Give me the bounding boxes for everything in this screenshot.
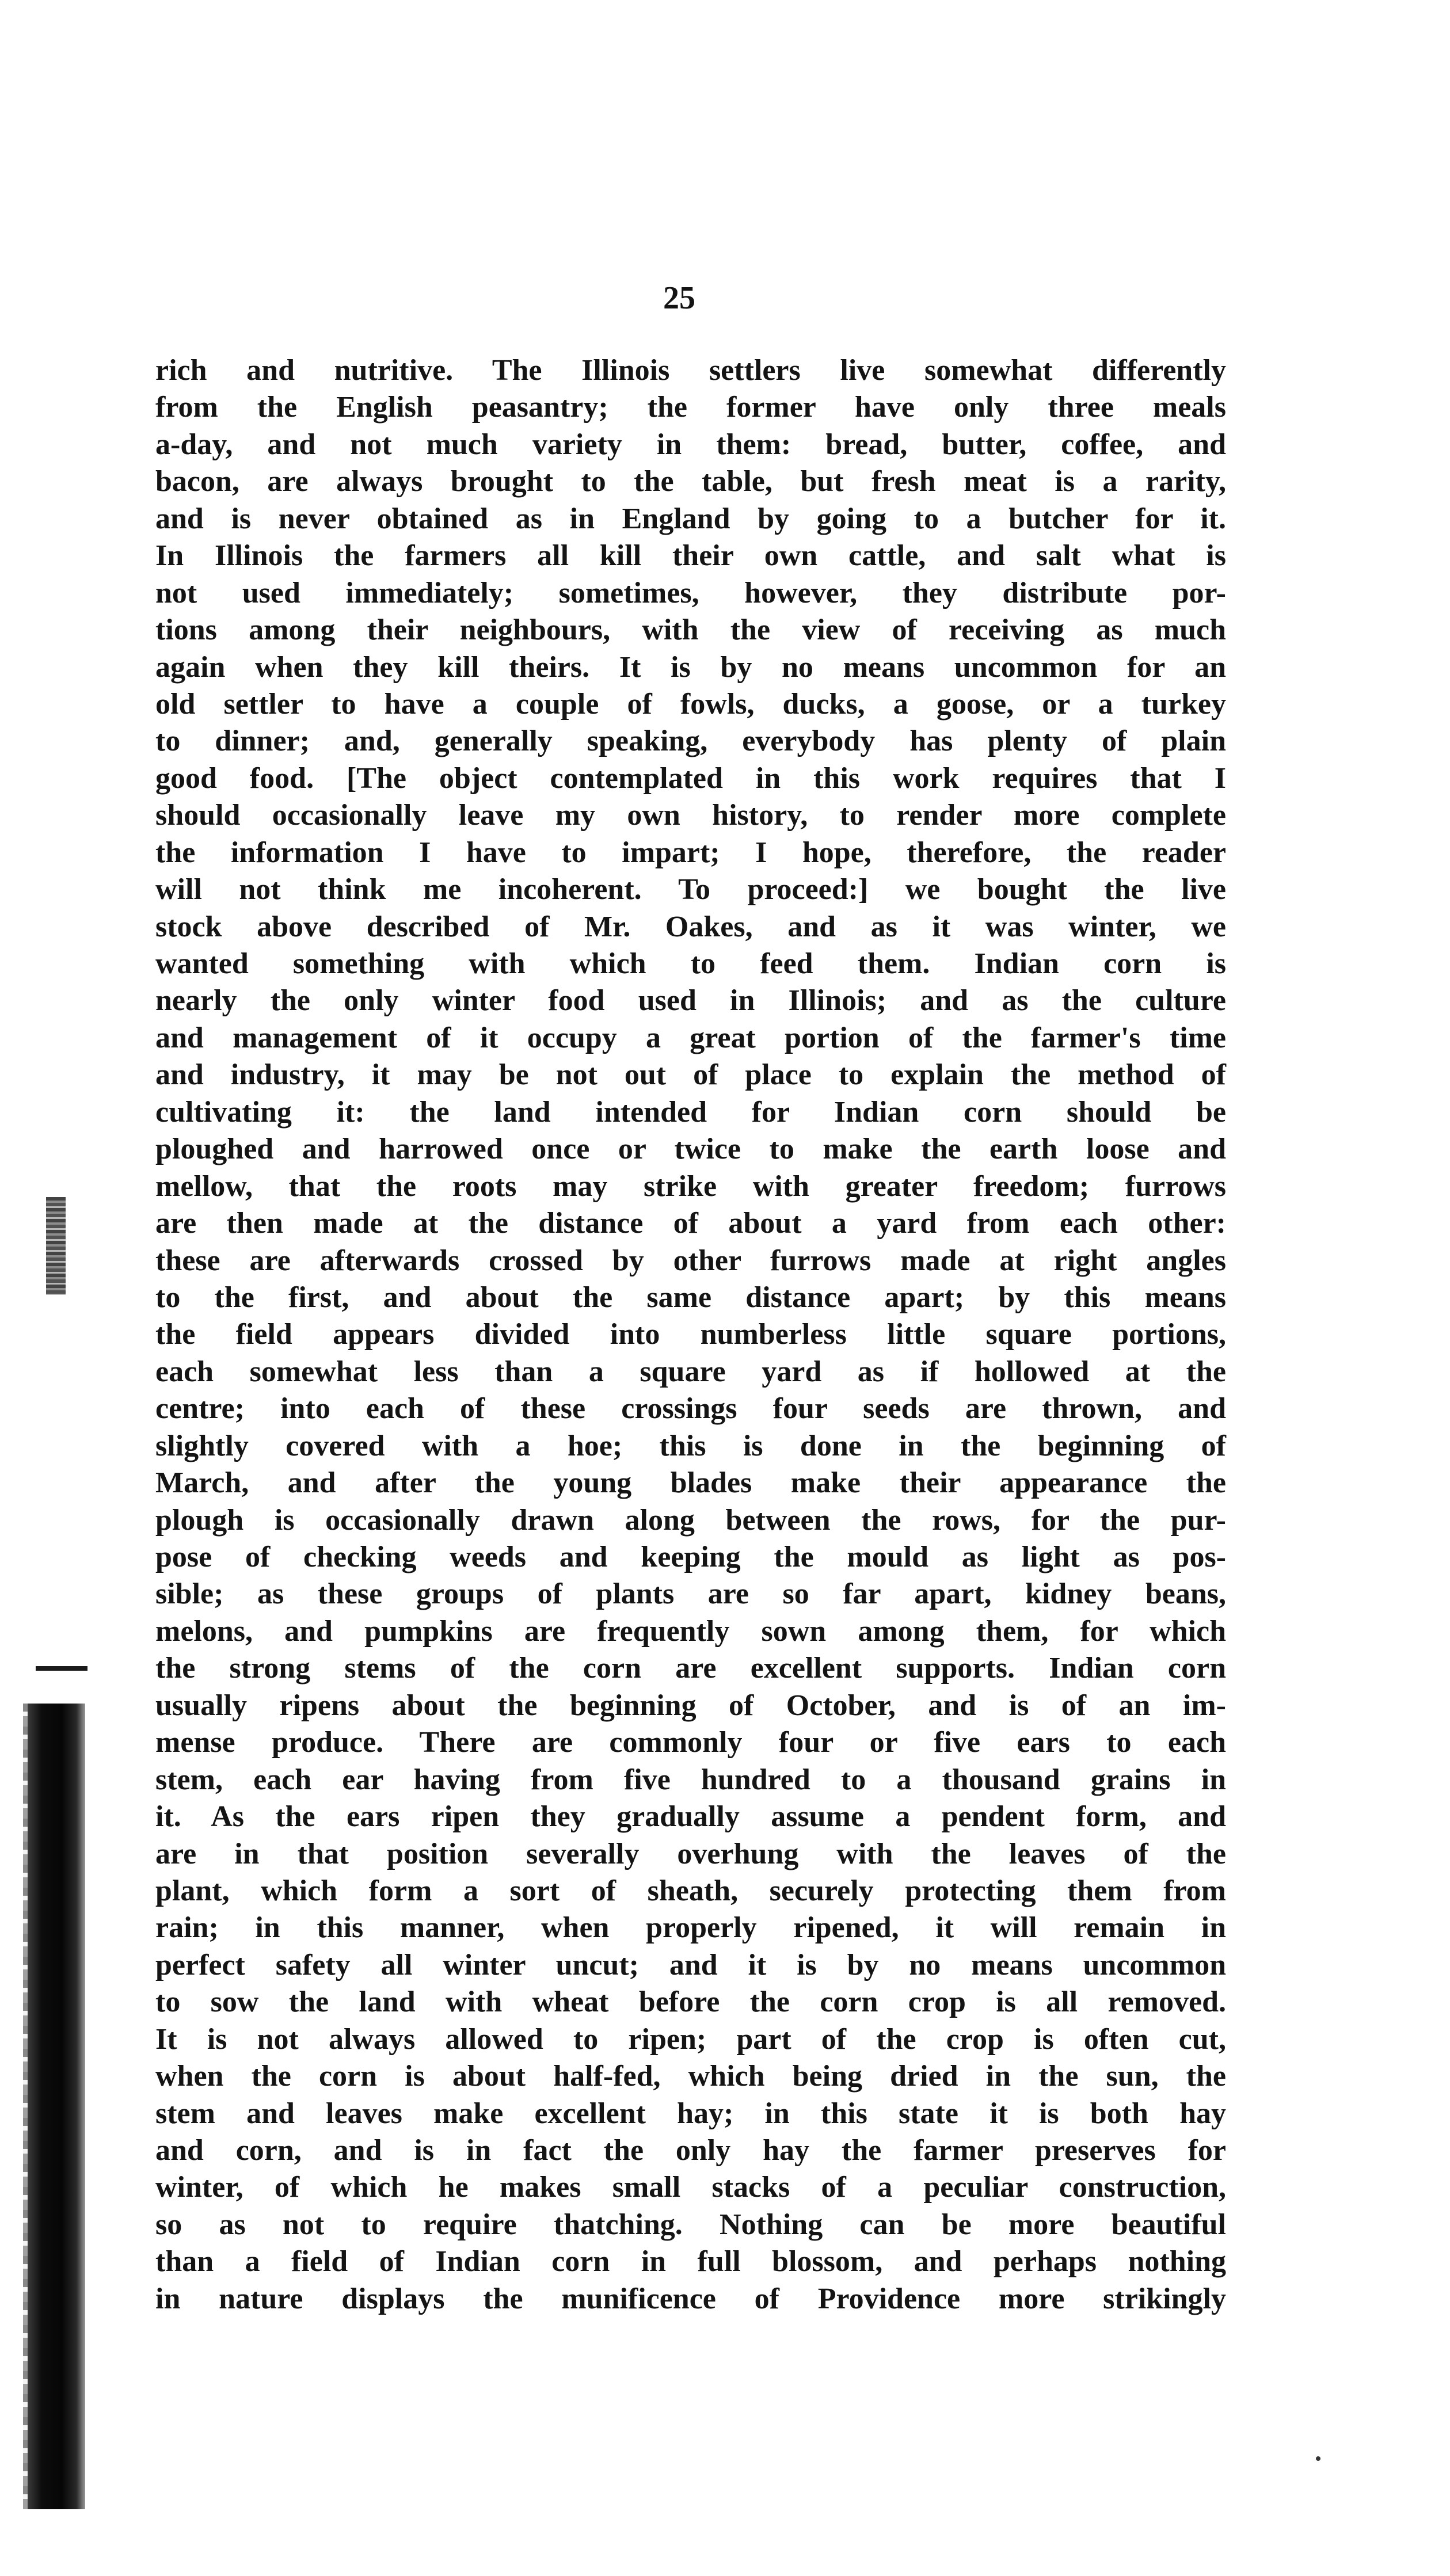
text-line: these are afterwards crossed by other furrows made at right angles <box>155 1244 1226 1277</box>
body-text <box>155 352 1226 2318</box>
scan-dust-dot <box>1316 2456 1320 2461</box>
text-line: to sow the land with wheat before the corn crop is all removed. <box>155 1986 1226 2019</box>
text-line: good food. [The object contemplated in this work requires that I <box>155 761 1226 795</box>
text-line: centre; into each of these crossings four seeds are thrown, and <box>155 1392 1226 1426</box>
text-line: plough is occasionally drawn along between the rows, for the pur- <box>155 1503 1226 1537</box>
text-line: are then made at the distance of about a yard from each other: <box>155 1207 1226 1240</box>
text-line: cultivating it: the land intended for Indian corn should be <box>155 1095 1226 1129</box>
text-line: than a field of Indian corn in full blossom, and perhaps nothing <box>155 2245 1226 2278</box>
text-line: from the English peasantry; the former have only three meals <box>155 391 1226 424</box>
text-line: stem and leaves make excellent hay; in this state it is both hay <box>155 2097 1226 2130</box>
text-line: In Illinois the farmers all kill their own cattle, and salt what is <box>155 539 1226 573</box>
text-line: perfect safety all winter uncut; and it is by no means uncommon <box>155 1948 1226 1981</box>
text-line: and corn, and is in fact the only hay the farmer preserves for <box>155 2134 1226 2167</box>
text-line: again when they kill theirs. It is by no means uncommon for an <box>155 650 1226 684</box>
scan-dash-mark <box>36 1666 87 1671</box>
text-line: a-day, and not much variety in them: bread, butter, coffee, and <box>155 428 1226 461</box>
text-line: to the first, and about the same distance apart; by this means <box>155 1281 1226 1314</box>
text-line: it. As the ears ripen they gradually assume a pendent form, and <box>155 1800 1226 1834</box>
text-line: and is never obtained as in England by going to a butcher for it. <box>155 502 1226 535</box>
text-line: melons, and pumpkins are frequently sown among them, for which <box>155 1614 1226 1648</box>
text-line: ploughed and harrowed once or twice to make the earth loose and <box>155 1133 1226 1166</box>
text-line: to dinner; and, generally speaking, everybody has plenty of plain <box>155 725 1226 758</box>
text-line: March, and after the young blades make their appearance the <box>155 1466 1226 1500</box>
text-line: and industry, it may be not out of place to explain the method of <box>155 1058 1226 1092</box>
text-line: are in that position severally overhung with the leaves of the <box>155 1837 1226 1870</box>
text-line: the field appears divided into numberless little square portions, <box>155 1318 1226 1351</box>
text-line: It is not always allowed to ripen; part of the crop is often cut, <box>155 2022 1226 2056</box>
text-line: stem, each ear having from five hundred to a thousand grains in <box>155 1763 1226 1796</box>
text-line: should occasionally leave my own history, to render more complete <box>155 799 1226 832</box>
text-line: not used immediately; sometimes, however, they distribute por- <box>155 576 1226 609</box>
text-line: usually ripens about the beginning of October, and is of an im- <box>155 1689 1226 1722</box>
text-line: winter, of which he makes small stacks of a peculiar construction, <box>155 2171 1226 2204</box>
text-line: stock above described of Mr. Oakes, and as it was winter, we <box>155 910 1226 943</box>
text-line: when the corn is about half-fed, which being dried in the sun, the <box>155 2060 1226 2093</box>
text-line: bacon, are always brought to the table, but fresh meat is a rarity, <box>155 465 1226 498</box>
text-line: and management of it occupy a great portion of the farmer's time <box>155 1021 1226 1054</box>
text-line: plant, which form a sort of sheath, securely protecting them from <box>155 1874 1226 1907</box>
page-number: 25 <box>663 280 695 316</box>
text-line: so as not to require thatching. Nothing can be more beautiful <box>155 2208 1226 2241</box>
text-line: old settler to have a couple of fowls, ducks, a goose, or a turkey <box>155 687 1226 721</box>
text-line: pose of checking weeds and keeping the mould as light as pos- <box>155 1541 1226 1573</box>
text-line: rain; in this manner, when properly ripened, it will remain in <box>155 1911 1226 1945</box>
text-line: sible; as these groups of plants are so far apart, kidney beans, <box>155 1577 1226 1611</box>
text-line: tions among their neighbours, with the view of receiving as much <box>155 613 1226 647</box>
scan-shadow-bar <box>28 1704 85 2509</box>
text-line: wanted something with which to feed them. Indian corn is <box>155 947 1226 980</box>
text-line: mellow, that the roots may strike with greater freedom; furrows <box>155 1169 1226 1203</box>
text-line: the information I have to impart; I hope, therefore, the reader <box>155 836 1226 869</box>
text-line: the strong stems of the corn are excellent supports. Indian corn <box>155 1652 1226 1685</box>
text-line: each somewhat less than a square yard as if hollowed at the <box>155 1355 1226 1388</box>
text-line: mense produce. There are commonly four or five ears to each <box>155 1726 1226 1759</box>
text-line: rich and nutritive. The Illinois settlers live somewhat differently <box>155 354 1226 387</box>
scan-smudge-mark <box>46 1197 66 1295</box>
text-line: nearly the only winter food used in Illinois; and as the culture <box>155 984 1226 1018</box>
text-line: slightly covered with a hoe; this is done in the beginning of <box>155 1429 1226 1462</box>
text-line: in nature displays the munificence of Providence more strikingly <box>155 2282 1226 2315</box>
text-line: will not think me incoherent. To proceed:] we bought the live <box>155 873 1226 906</box>
